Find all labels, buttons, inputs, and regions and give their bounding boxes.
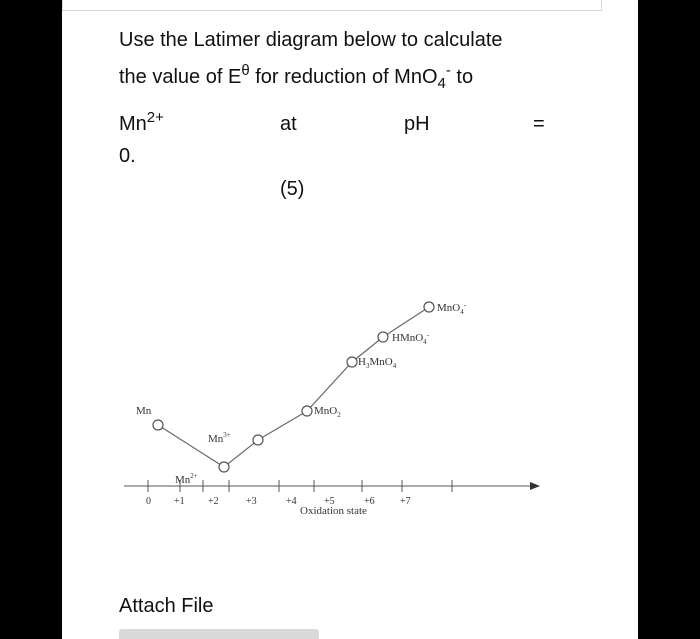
x-tick-label: +4 [286,496,297,507]
x-tick-label: +7 [400,496,411,507]
x-tick-label: 0 [146,496,151,507]
attach-file-link[interactable]: Attach File [119,595,214,617]
label-h3mno4: $H_3MnO_4$ [358,356,397,370]
x-axis-arrowhead [530,482,540,490]
data-point [219,462,229,472]
x-tick-label: +6 [364,496,375,507]
x-axis-label: Oxidation state [300,505,367,517]
label-mn2: $Mn^{2+}$ [175,472,198,486]
question-marks: (5) [280,178,305,200]
data-point [302,406,312,416]
question-line-2: the value of $E^\theta$ for reduction of MnO$_4$- to [119,62,474,92]
question-equals: = [533,113,545,135]
label-mn3: $Mn^{3+}$ [208,431,231,445]
data-point [253,435,263,445]
question-line-1: Use the Latimer diagram below to calculate [119,29,503,51]
x-tick-label: +2 [208,496,219,507]
question-line-4: 0. [119,145,136,167]
label-mn: Mn [136,405,152,417]
label-mno4: MnO$_4$- [437,301,467,316]
series-line [158,307,429,467]
theta-symbol: θ [241,62,250,79]
data-point [424,302,434,312]
question-species: $Mn^{2+}$ [119,109,164,135]
question-card [62,0,638,639]
question-at: at [280,113,297,135]
horizontal-scrollbar[interactable] [119,629,319,639]
data-point [378,332,388,342]
x-tick-label: +5 [324,496,335,507]
x-tick-label: +3 [246,496,257,507]
latimer-diagram [62,290,638,540]
x-tick-label: +1 [174,496,185,507]
label-hmno4: HMnO$_4$- [392,331,430,346]
previous-card-edge [62,0,602,11]
label-mno2: MnO$_2$ [314,405,341,419]
question-ph: pH [404,113,430,135]
data-point [347,357,357,367]
data-point [153,420,163,430]
